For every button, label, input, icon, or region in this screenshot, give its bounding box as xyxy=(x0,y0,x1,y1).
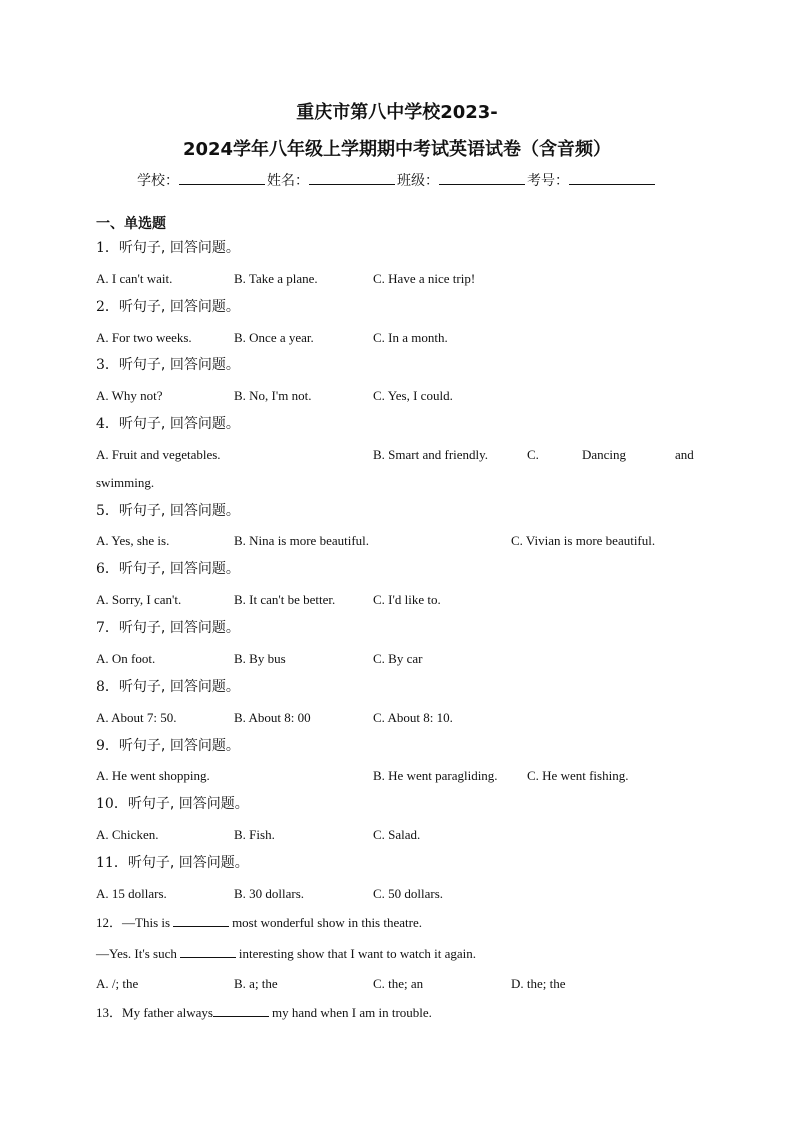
option-c: C. Have a nice trip! xyxy=(373,271,476,286)
option-a: A. Why not? xyxy=(96,388,163,403)
option-d: D. the; the xyxy=(511,976,566,991)
exam-title-line-1: 重庆市第八中学校2023- xyxy=(296,102,498,123)
answer-blank[interactable] xyxy=(213,1004,269,1017)
option-b: B. Once a year. xyxy=(234,330,314,345)
option-b: B. About 8: 00 xyxy=(234,710,311,725)
option-c: C. About 8: 10. xyxy=(373,710,453,725)
exam-number-label: 考号： xyxy=(527,173,569,189)
option-a: A. /; the xyxy=(96,976,139,991)
option-b: B. Smart and friendly. xyxy=(373,447,489,462)
name-blank[interactable] xyxy=(309,170,395,185)
question-number: 11． xyxy=(96,855,128,871)
question-number: 4． xyxy=(96,416,119,432)
option-a: A. 15 dollars. xyxy=(96,886,167,901)
option-a: A. For two weeks. xyxy=(96,330,192,345)
option-c: C. Vivian is more beautiful. xyxy=(511,533,656,548)
question-text-part-2: most wonderful show in this theatre. xyxy=(232,915,422,930)
question-number: 2． xyxy=(96,299,119,315)
option-a: A. Yes, she is. xyxy=(96,533,170,548)
option-a: A. Sorry, I can't. xyxy=(96,592,182,607)
question-12-reply xyxy=(96,945,476,963)
question-3 xyxy=(96,355,240,375)
question-prompt: 听句子, 回答问题。 xyxy=(118,416,240,432)
option-b: B. a; the xyxy=(234,976,278,991)
question-prompt: 听句子, 回答问题。 xyxy=(118,679,240,695)
question-number: 10． xyxy=(96,796,128,812)
option-c: C. Salad. xyxy=(373,827,421,842)
answer-blank[interactable] xyxy=(180,945,236,958)
question-number: 5． xyxy=(96,503,119,519)
question-number: 9． xyxy=(96,738,119,754)
question-2 xyxy=(96,297,240,317)
question-prompt: 听句子, 回答问题。 xyxy=(118,738,240,754)
question-1 xyxy=(96,238,240,258)
class-label: 班级： xyxy=(397,173,439,189)
question-text-part-1: —This is xyxy=(122,915,171,930)
question-9 xyxy=(96,736,240,756)
question-6 xyxy=(96,559,240,579)
exam-number-blank[interactable] xyxy=(569,170,655,185)
option-b: B. By bus xyxy=(234,651,286,666)
question-prompt: 听句子, 回答问题。 xyxy=(118,561,240,577)
option-b: B. Take a plane. xyxy=(234,271,318,286)
option-c: C. In a month. xyxy=(373,330,448,345)
option-c: C. Yes, I could. xyxy=(373,388,453,403)
section-title: 一、单选题 xyxy=(96,216,166,232)
question-prompt: 听句子, 回答问题。 xyxy=(127,855,249,871)
exam-title-line-2: 2024学年八年级上学期期中考试英语试卷（含音频） xyxy=(182,139,612,160)
option-a: A. On foot. xyxy=(96,651,156,666)
question-number: 1． xyxy=(96,240,119,256)
option-c: C. the; an xyxy=(373,976,424,991)
question-prompt: 听句子, 回答问题。 xyxy=(118,357,240,373)
question-number: 7． xyxy=(96,620,119,636)
option-a: A. About 7: 50. xyxy=(96,710,177,725)
question-prompt: 听句子, 回答问题。 xyxy=(127,796,249,812)
option-c: C. He went fishing. xyxy=(527,768,629,783)
option-b: B. Fish. xyxy=(234,827,275,842)
question-prompt: 听句子, 回答问题。 xyxy=(118,503,240,519)
question-11 xyxy=(96,853,249,873)
option-c: C. By car xyxy=(373,651,423,666)
option-c-word-2: and xyxy=(675,447,694,462)
question-prompt: 听句子, 回答问题。 xyxy=(118,620,240,636)
option-b: B. He went paragliding. xyxy=(373,768,498,783)
name-label: 姓名： xyxy=(267,173,309,189)
question-number: 13． xyxy=(96,1005,123,1020)
reply-text-part-1: —Yes. It's such xyxy=(96,946,177,961)
question-13 xyxy=(96,1004,432,1022)
option-c: C. 50 dollars. xyxy=(373,886,444,901)
school-label: 学校： xyxy=(137,173,179,189)
option-c: C. I'd like to. xyxy=(373,592,441,607)
option-b: B. It can't be better. xyxy=(234,592,336,607)
school-blank[interactable] xyxy=(179,170,265,185)
option-a: A. I can't wait. xyxy=(96,271,173,286)
question-prompt: 听句子, 回答问题。 xyxy=(118,299,240,315)
question-8 xyxy=(96,677,240,697)
class-blank[interactable] xyxy=(439,170,525,185)
question-prompt: 听句子, 回答问题。 xyxy=(118,240,240,256)
question-number: 3． xyxy=(96,357,119,373)
question-number: 8． xyxy=(96,679,119,695)
question-4 xyxy=(96,414,240,434)
question-number: 12． xyxy=(96,915,123,930)
question-12 xyxy=(96,914,422,932)
option-b: B. 30 dollars. xyxy=(234,886,305,901)
question-5 xyxy=(96,501,240,521)
option-c-word-1: Dancing xyxy=(582,447,627,462)
option-b: B. No, I'm not. xyxy=(234,388,312,403)
option-b: B. Nina is more beautiful. xyxy=(234,533,370,548)
answer-blank[interactable] xyxy=(173,914,229,927)
option-c-word-3: swimming. xyxy=(96,475,155,490)
question-text-part-2: my hand when I am in trouble. xyxy=(271,1005,432,1020)
question-text-part-1: My father always xyxy=(122,1005,213,1020)
option-a: A. He went shopping. xyxy=(96,768,210,783)
question-number: 6． xyxy=(96,561,119,577)
question-7 xyxy=(96,618,240,638)
option-a: A. Fruit and vegetables. xyxy=(96,447,221,462)
student-info-row xyxy=(0,170,794,191)
reply-text-part-2: interesting show that I want to watch it again. xyxy=(238,946,477,961)
option-c-letter: C. xyxy=(527,447,539,462)
question-10 xyxy=(96,794,249,814)
option-a: A. Chicken. xyxy=(96,827,159,842)
